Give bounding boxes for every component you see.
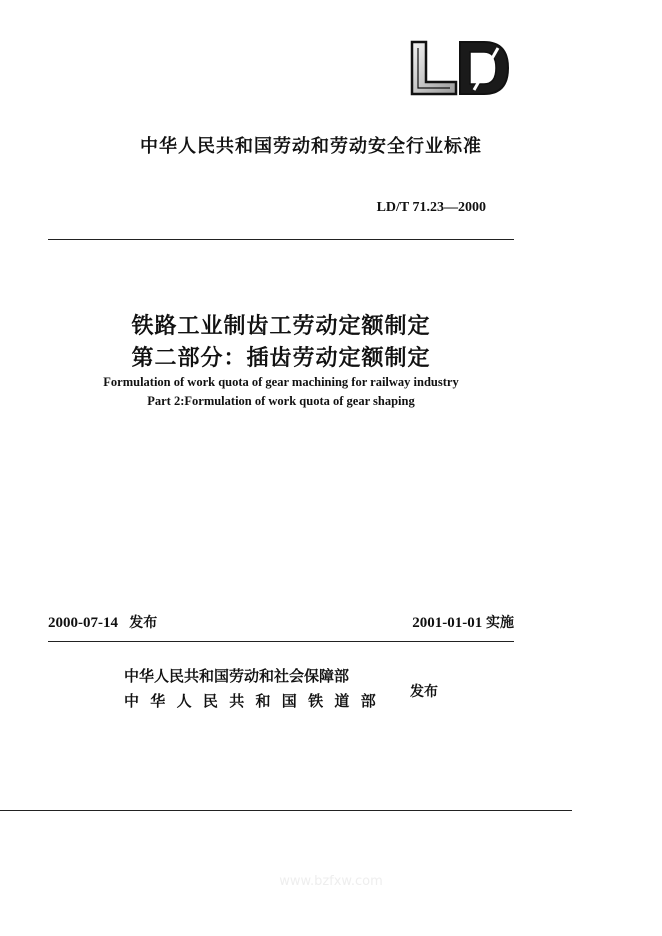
issue-label: 发布 — [410, 684, 438, 700]
release-label: 发布 — [129, 615, 158, 631]
ld-logo — [404, 38, 512, 98]
implement-date-block — [412, 612, 514, 632]
title-en-line1: Formulation of work quota of gear machining for railway industry — [103, 375, 459, 389]
header-divider — [48, 239, 514, 240]
title-cn-line1: 铁路工业制齿工劳动定额制定 — [131, 314, 431, 339]
issuer-line1: 中华人民共和国劳动和社会保障部 — [124, 667, 350, 685]
title-cn-line2: 第二部分：插齿劳动定额制定 — [131, 346, 431, 371]
standard-number: LD/T 71.23—2000 — [376, 200, 486, 215]
implement-label: 实施 — [486, 615, 514, 631]
industry-standard-heading: 中华人民共和国劳动和劳动安全行业标准 — [140, 136, 482, 157]
release-date: 2000-07-14 — [48, 615, 118, 631]
issuer-line2: 中华人民共和国铁道部 — [124, 692, 388, 710]
release-date-block — [48, 612, 157, 632]
date-divider — [48, 641, 514, 642]
title-en-line2: Part 2:Formulation of work quota of gear shaping — [147, 394, 415, 408]
footer-divider — [0, 810, 572, 811]
watermark: www.bzfxw.com — [279, 874, 383, 889]
implement-date: 2001-01-01 — [412, 615, 483, 631]
